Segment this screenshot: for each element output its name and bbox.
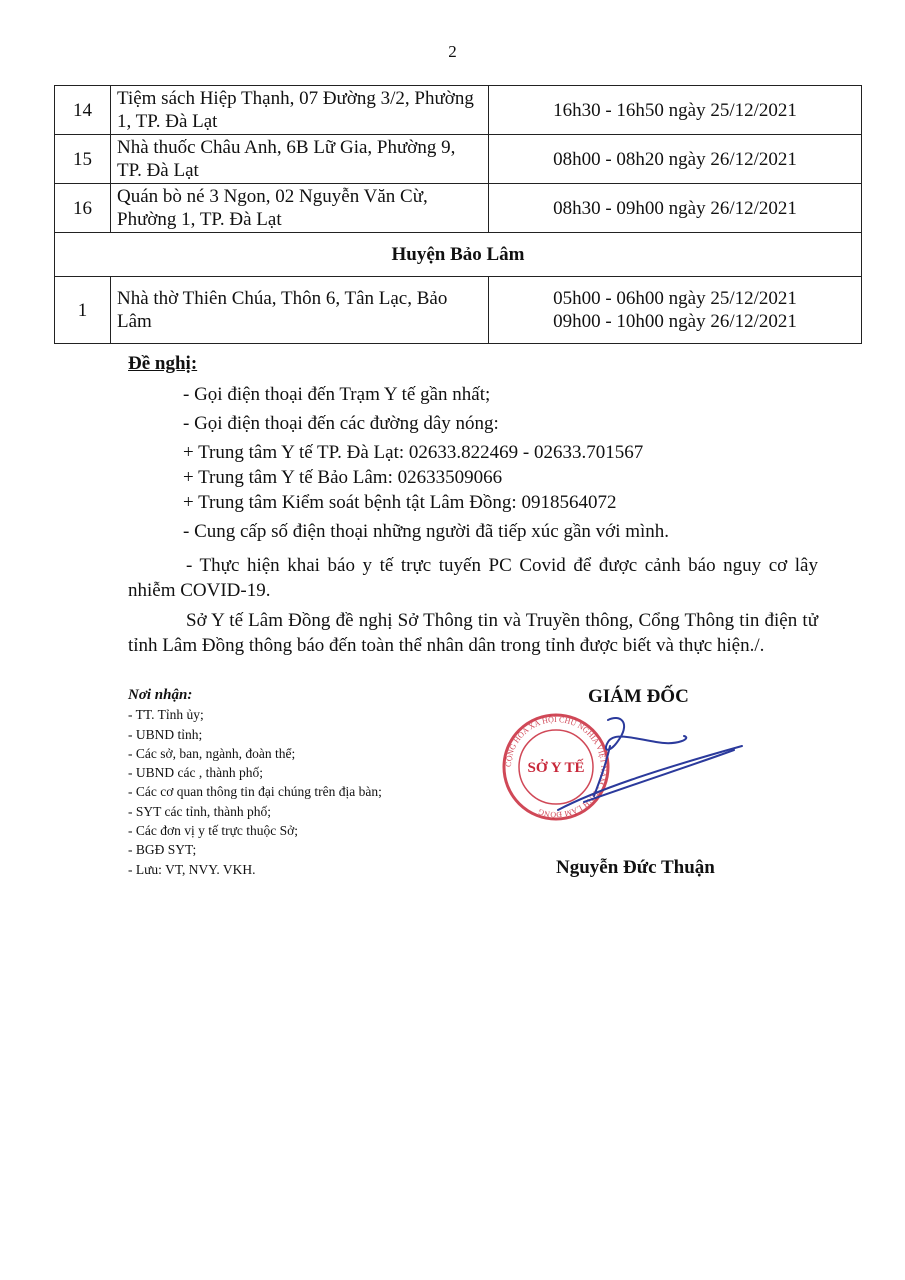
table-row [55,184,862,233]
signer-name: Nguyễn Đức Thuận [556,857,715,878]
recommendation-item: - Gọi điện thoại đến Trạm Y tế gần nhất; [183,384,491,405]
recipient-item: - Các cơ quan thông tin đại chúng trên địa bàn; [128,784,382,800]
recipient-item: - UBND các , thành phố; [128,765,263,781]
recommendation-item: - Cung cấp số điện thoại những người đã tiếp xúc gần với mình. [183,521,670,542]
recipient-item: - BGĐ SYT; [128,842,197,858]
stamp-seal [503,714,608,820]
row-number: 15 [55,135,111,184]
closing-text: Sở Y tế Lâm Đồng đề nghị Sở Thông tin và Truyền thông, Cổng Thông tin điện tử tỉnh Lâm Đồng thông báo đến toàn thể nhân dân trong tỉnh được biết và thực hiện./. [128,610,818,656]
page-number: 2 [448,42,457,61]
recommendation-item: - Gọi điện thoại đến các đường dây nóng: [183,413,499,434]
recipients-block [128,686,382,879]
row-location: Nhà thuốc Châu Anh, 6B Lữ Gia, Phường 9, TP. Đà Lạt [111,135,489,184]
row-location: Nhà thờ Thiên Chúa, Thôn 6, Tân Lạc, Bảo Lâm [111,277,489,344]
row-number: 14 [55,86,111,135]
stamp-center-text: SỞ Y TẾ [527,760,585,776]
recommendations-title: Đề nghị: [128,353,198,374]
signature-title: GIÁM ĐỐC [588,686,689,707]
recipient-item: - SYT các tỉnh, thành phố; [128,803,271,819]
row-time: 08h00 - 08h20 ngày 26/12/2021 [489,135,862,184]
row-time: 16h30 - 16h50 ngày 25/12/2021 [489,86,862,135]
recipient-item: - Lưu: VT, NVY. VKH. [128,861,256,877]
row-time [489,277,862,344]
table-row [55,277,862,344]
time-line: 05h00 - 06h00 ngày 25/12/2021 [553,288,797,309]
row-location: Tiệm sách Hiệp Thạnh, 07 Đường 3/2, Phường 1, TP. Đà Lạt [111,86,489,135]
official-stamp-and-signature [496,712,748,822]
recipient-item: - Các đơn vị y tế trực thuộc Sở; [128,823,299,839]
hotline-item: + Trung tâm Y tế TP. Đà Lạt: 02633.822469 - 02633.701567 [183,442,644,463]
recipient-item: - Các sở, ban, ngành, đoàn thể; [128,745,296,761]
hotline-item: + Trung tâm Y tế Bảo Lâm: 02633509066 [183,467,503,488]
recipient-item: - UBND tỉnh; [128,726,203,742]
declaration-text: - Thực hiện khai báo y tế trực tuyến PC Covid để được cảnh báo nguy cơ lây nhiễm COVID-19. [128,555,818,601]
section-header-row [55,233,862,277]
row-number: 16 [55,184,111,233]
time-line: 09h00 - 10h00 ngày 26/12/2021 [553,311,797,332]
hotline-item: + Trung tâm Kiểm soát bệnh tật Lâm Đồng: 0918564072 [183,492,617,513]
location-schedule-table [54,85,862,344]
recipient-item: - TT. Tỉnh ủy; [128,707,204,723]
table-row [55,86,862,135]
row-time: 08h30 - 09h00 ngày 26/12/2021 [489,184,862,233]
closing-paragraph [128,608,818,658]
recipients-title: Nơi nhận: [128,687,193,703]
row-number: 1 [55,277,111,344]
row-location: Quán bò né 3 Ngon, 02 Nguyễn Văn Cừ, Phường 1, TP. Đà Lạt [111,184,489,233]
section-title: Huyện Bảo Lâm [55,233,862,277]
table-row [55,135,862,184]
declaration-paragraph [128,553,818,603]
stamp-ring-text: CỘNG HÒA XÃ HỘI CHỦ NGHĨA VIỆT NAM · TỈNH LÂM ĐỒNG [503,714,609,820]
